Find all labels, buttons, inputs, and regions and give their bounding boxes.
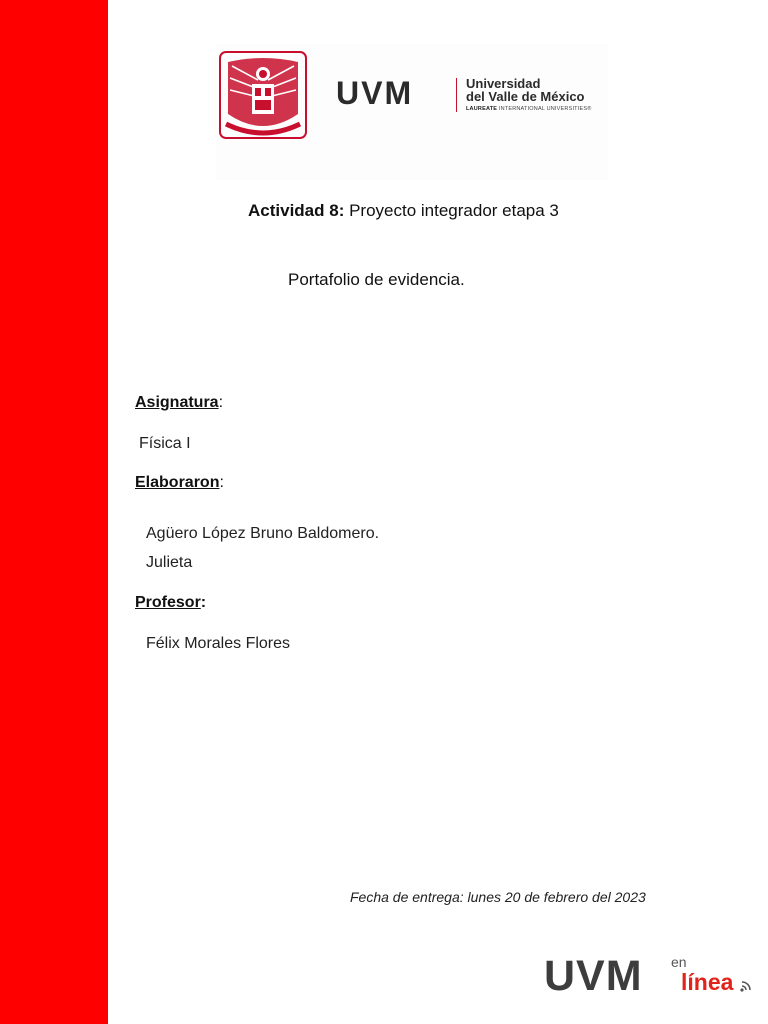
footer-linea-text: línea xyxy=(681,969,734,995)
footer-uvm-text: UVM xyxy=(544,952,643,1000)
signal-icon xyxy=(740,980,752,992)
asignatura-label xyxy=(135,394,223,412)
university-name-line2: del Valle de México xyxy=(466,89,585,104)
title-bold: Actividad 8: xyxy=(248,201,345,220)
asignatura-label-text: Asignatura xyxy=(135,394,219,411)
asignatura-value: Física I xyxy=(139,435,191,452)
uvm-wordmark-logo xyxy=(336,74,448,110)
laureate-tagline xyxy=(466,107,591,113)
profesor-colon: : xyxy=(200,594,207,611)
profesor-label xyxy=(135,594,206,612)
asignatura-colon: : xyxy=(218,394,224,411)
uvm-en-linea-logo xyxy=(544,952,754,1000)
uvm-wordmark-text: UVM xyxy=(336,75,414,110)
laureate-rest: INTERNATIONAL UNIVERSITIES® xyxy=(497,106,592,112)
header-logos xyxy=(216,44,608,180)
laureate-bold: LAUREATE xyxy=(466,106,498,112)
author-2: Julieta xyxy=(146,554,193,571)
red-side-band xyxy=(0,0,108,1024)
elaboraron-label xyxy=(135,474,224,492)
university-name xyxy=(466,77,591,113)
elaboraron-colon: : xyxy=(219,474,224,491)
document-subtitle: Portafolio de evidencia. xyxy=(288,270,465,289)
university-seal-icon xyxy=(218,50,308,140)
logo-divider xyxy=(456,78,457,112)
elaboraron-label-text: Elaboraron xyxy=(135,474,220,491)
university-name-line1: Universidad xyxy=(466,76,541,91)
title-rest: Proyecto integrador etapa 3 xyxy=(344,201,559,220)
profesor-label-text: Profesor xyxy=(135,594,201,611)
author-1: Agüero López Bruno Baldomero. xyxy=(146,525,380,542)
footer-en-text: en xyxy=(671,954,687,970)
profesor-value: Félix Morales Flores xyxy=(146,635,291,652)
document-title xyxy=(248,201,559,221)
fecha-entrega: Fecha de entrega: lunes 20 de febrero del 2023 xyxy=(350,889,646,905)
